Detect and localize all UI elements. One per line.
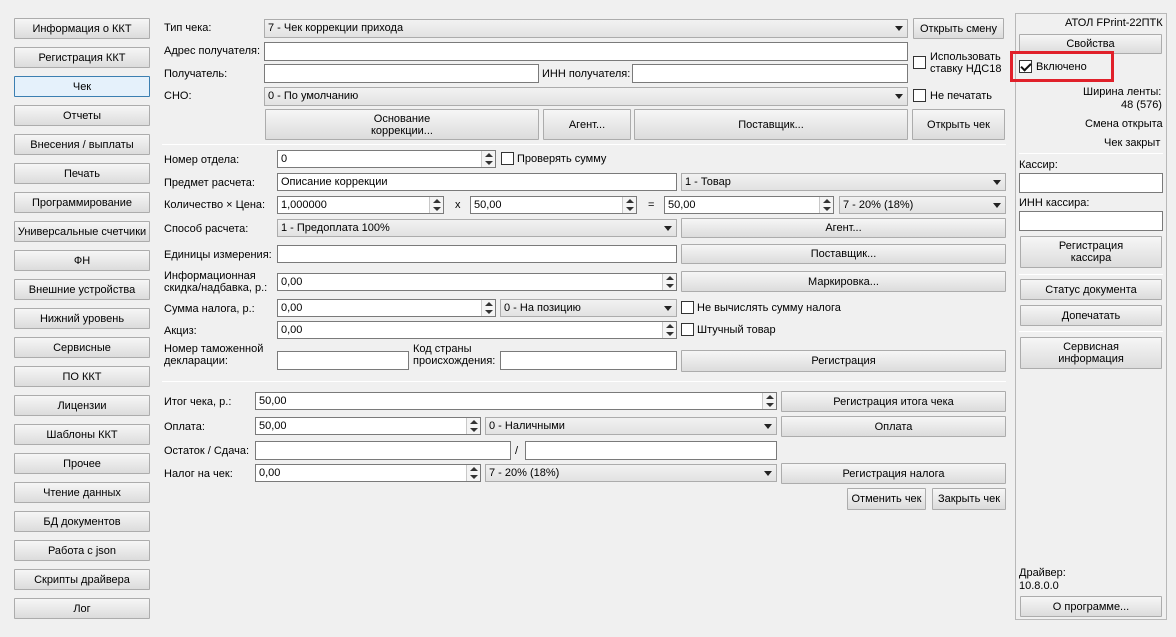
close-receipt-button[interactable]: Закрыть чек: [932, 488, 1006, 510]
nav-item[interactable]: Лицензии: [14, 395, 150, 416]
driver-label: Драйвер:: [1019, 567, 1066, 579]
country-input[interactable]: [500, 351, 677, 370]
open-shift-button[interactable]: Открыть смену: [913, 18, 1004, 39]
payment-method-label: Способ расчета:: [164, 223, 249, 235]
cancel-receipt-button[interactable]: Отменить чек: [847, 488, 926, 510]
tax-sum-input[interactable]: 0,00: [277, 299, 496, 317]
recipient-label: Получатель:: [164, 68, 228, 80]
nav-item[interactable]: Нижний уровень: [14, 308, 150, 329]
nav-item[interactable]: Универсальные счетчики: [14, 221, 150, 242]
nav-item[interactable]: Чтение данных: [14, 482, 150, 503]
country-label: Код страны происхождения:: [413, 343, 496, 367]
recipient-address-input[interactable]: [264, 42, 908, 61]
chevron-down-icon: [764, 471, 772, 476]
discount-label: Информационная скидка/надбавка, р.:: [164, 270, 268, 294]
marking-button[interactable]: Маркировка...: [681, 271, 1006, 292]
chevron-down-icon: [895, 26, 903, 31]
register-cashier-button[interactable]: Регистрация кассира: [1020, 236, 1162, 268]
nav-item[interactable]: Чек: [14, 76, 150, 97]
multiply-sign: x: [455, 199, 461, 211]
qty-price-label: Количество × Цена:: [164, 199, 266, 211]
spinner-icon[interactable]: [481, 300, 495, 316]
chevron-down-icon: [664, 226, 672, 231]
quantity-input[interactable]: 1,000000: [277, 196, 444, 214]
recipient-inn-input[interactable]: [632, 64, 908, 83]
reprint-button[interactable]: Допечатать: [1020, 305, 1162, 326]
subject-label: Предмет расчета:: [164, 177, 255, 189]
cashier-inn-label: ИНН кассира:: [1019, 197, 1090, 209]
separator: [1019, 153, 1163, 154]
remainder-input[interactable]: [255, 441, 511, 460]
discount-input[interactable]: 0,00: [277, 273, 677, 291]
nav-item[interactable]: Шаблоны ККТ: [14, 424, 150, 445]
use-vat18-label: Использовать ставку НДС18: [930, 51, 1002, 75]
slash-sign: /: [515, 445, 519, 457]
no-calc-tax-label: Не вычислять сумму налога: [697, 302, 841, 314]
spinner-icon[interactable]: [622, 197, 636, 213]
use-vat18-checkbox[interactable]: [913, 56, 926, 69]
tax-system-label: СНО:: [164, 90, 192, 102]
spinner-icon[interactable]: [819, 197, 833, 213]
chevron-down-icon: [764, 424, 772, 429]
nav-item[interactable]: Программирование: [14, 192, 150, 213]
receipt-tax-label: Налог на чек:: [164, 468, 233, 480]
receipt-type-select[interactable]: 7 - Чек коррекции прихода: [264, 19, 908, 38]
chevron-down-icon: [993, 180, 1001, 185]
separator: [1019, 331, 1163, 332]
nav-item[interactable]: Внесения / выплаты: [14, 134, 150, 155]
total-label: Итог чека, р.:: [164, 396, 232, 408]
total-input[interactable]: 50,00: [255, 392, 777, 410]
nav-item[interactable]: Отчеты: [14, 105, 150, 126]
receipt-type-label: Тип чека:: [164, 22, 212, 34]
payment-type-select[interactable]: 0 - Наличными: [485, 417, 777, 435]
customs-label: Номер таможенной декларации:: [164, 343, 264, 367]
check-sum-label: Проверять сумму: [517, 153, 607, 165]
enabled-label: Включено: [1036, 61, 1087, 73]
cashier-input[interactable]: [1019, 173, 1163, 193]
spinner-icon[interactable]: [466, 465, 480, 481]
price-input[interactable]: 50,00: [470, 196, 637, 214]
nav-item[interactable]: Внешние устройства: [14, 279, 150, 300]
top-supplier-button[interactable]: Поставщик...: [634, 109, 908, 140]
remainder-label: Остаток / Сдача:: [164, 445, 250, 457]
receipt-tax-input[interactable]: 0,00: [255, 464, 481, 482]
receipt-status: Чек закрыт: [1104, 137, 1161, 149]
check-sum-checkbox[interactable]: [501, 152, 514, 165]
no-print-label: Не печатать: [930, 90, 992, 102]
device-name: АТОЛ FPrint-22ПТК: [1065, 17, 1163, 29]
department-input[interactable]: 0: [277, 150, 496, 168]
spinner-icon[interactable]: [466, 418, 480, 434]
nav-item[interactable]: БД документов: [14, 511, 150, 532]
open-receipt-button[interactable]: Открыть чек: [912, 109, 1005, 140]
chevron-down-icon: [895, 94, 903, 99]
chevron-down-icon: [993, 203, 1001, 208]
no-calc-tax-checkbox[interactable]: [681, 301, 694, 314]
enabled-checkbox[interactable]: [1019, 60, 1032, 73]
spinner-icon[interactable]: [662, 274, 676, 290]
spinner-icon[interactable]: [481, 151, 495, 167]
doc-status-button[interactable]: Статус документа: [1020, 279, 1162, 300]
receipt-tax-type-select[interactable]: 7 - 20% (18%): [485, 464, 777, 482]
nav-item[interactable]: ФН: [14, 250, 150, 271]
equals-sign: =: [648, 199, 655, 211]
change-input[interactable]: [525, 441, 777, 460]
properties-button[interactable]: Свойства: [1019, 34, 1162, 54]
sum-input[interactable]: 50,00: [664, 196, 834, 214]
cashier-inn-input[interactable]: [1019, 211, 1163, 231]
tape-width-value: 48 (576): [1121, 99, 1162, 111]
register-tax-button[interactable]: Регистрация налога: [781, 463, 1006, 484]
units-input[interactable]: [277, 245, 677, 263]
correction-basis-button[interactable]: Основание коррекции...: [265, 109, 539, 140]
tax-sum-label: Сумма налога, р.:: [164, 303, 255, 315]
nav-item[interactable]: ПО ККТ: [14, 366, 150, 387]
piece-goods-label: Штучный товар: [697, 324, 776, 336]
payment-method-select[interactable]: 1 - Предоплата 100%: [277, 219, 677, 237]
separator: [1019, 274, 1163, 275]
payment-label: Оплата:: [164, 421, 205, 433]
nav-item[interactable]: Скрипты драйвера: [14, 569, 150, 590]
tax-system-select[interactable]: 0 - По умолчанию: [264, 87, 908, 106]
register-total-button[interactable]: Регистрация итога чека: [781, 391, 1006, 412]
subject-input[interactable]: Описание коррекции: [277, 173, 677, 191]
recipient-inn-label: ИНН получателя:: [542, 68, 631, 80]
piece-goods-checkbox[interactable]: [681, 323, 694, 336]
about-button[interactable]: О программе...: [1020, 596, 1162, 617]
payment-button[interactable]: Оплата: [781, 416, 1006, 437]
nav-item[interactable]: Регистрация ККТ: [14, 47, 150, 68]
top-agent-button[interactable]: Агент...: [543, 109, 631, 140]
separator: [162, 144, 1006, 145]
item-supplier-button[interactable]: Поставщик...: [681, 244, 1006, 264]
nav-item[interactable]: Лог: [14, 598, 150, 619]
customs-input[interactable]: [277, 351, 409, 370]
separator: [162, 381, 1006, 382]
nav-item[interactable]: Печать: [14, 163, 150, 184]
tax-mode-select[interactable]: 0 - На позицию: [500, 299, 677, 317]
cashier-label: Кассир:: [1019, 159, 1058, 171]
subject-type-select[interactable]: 1 - Товар: [681, 173, 1006, 191]
units-label: Единицы измерения:: [164, 249, 272, 261]
excise-input[interactable]: 0,00: [277, 321, 677, 339]
tape-width-label: Ширина ленты:: [1083, 86, 1162, 98]
recipient-input[interactable]: [264, 64, 539, 83]
shift-status: Смена открыта: [1085, 118, 1163, 130]
service-info-button[interactable]: Сервисная информация: [1020, 337, 1162, 369]
vat-select[interactable]: 7 - 20% (18%): [839, 196, 1006, 214]
spinner-icon[interactable]: [762, 393, 776, 409]
no-print-checkbox[interactable]: [913, 89, 926, 102]
spinner-icon[interactable]: [662, 322, 676, 338]
nav-item[interactable]: Информация о ККТ: [14, 18, 150, 39]
nav-item[interactable]: Работа с json: [14, 540, 150, 561]
nav-item[interactable]: Сервисные: [14, 337, 150, 358]
nav-item[interactable]: Прочее: [14, 453, 150, 474]
driver-version: 10.8.0.0: [1019, 580, 1059, 592]
recipient-address-label: Адрес получателя:: [164, 45, 261, 57]
department-label: Номер отдела:: [164, 154, 240, 166]
spinner-icon[interactable]: [429, 197, 443, 213]
item-agent-button[interactable]: Агент...: [681, 218, 1006, 238]
payment-input[interactable]: 50,00: [255, 417, 481, 435]
item-register-button[interactable]: Регистрация: [681, 350, 1006, 372]
chevron-down-icon: [664, 306, 672, 311]
excise-label: Акциз:: [164, 325, 197, 337]
